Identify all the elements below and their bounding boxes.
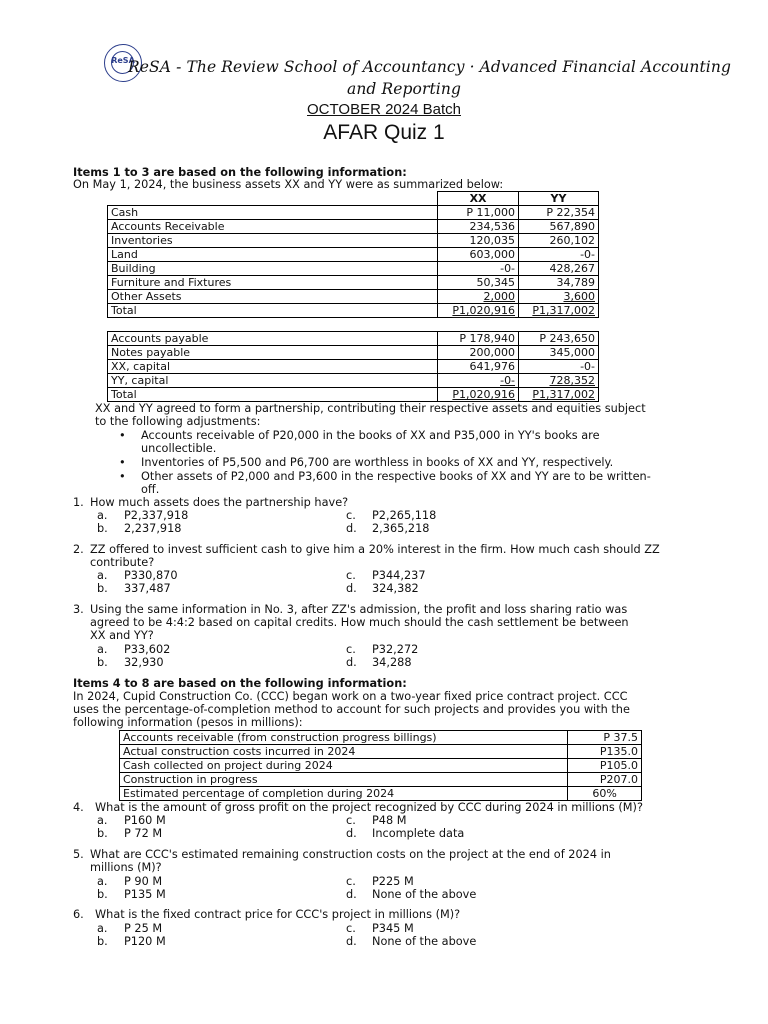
choice-letter: b. bbox=[97, 888, 108, 901]
row-label: Accounts Receivable bbox=[108, 220, 438, 234]
table-row-total bbox=[108, 388, 599, 402]
choice-letter: c. bbox=[346, 509, 356, 522]
question-1-text: How much assets does the partnership have? bbox=[90, 496, 349, 509]
row-value: 60% bbox=[568, 787, 642, 801]
xx-value: P 11,000 bbox=[438, 206, 519, 220]
question-5-text-cont: millions (M)? bbox=[90, 861, 162, 874]
choice-letter: b. bbox=[97, 522, 108, 535]
row-value: P207.0 bbox=[568, 773, 642, 787]
table-row bbox=[120, 731, 642, 745]
bullet-item-2: • Inventories of P5,500 and P6,700 are worthless in books of XX and YY, respectively. bbox=[141, 456, 613, 469]
bullet-item-3: • Other assets of P2,000 and P3,600 in the respective books of XX and YY are to be written- bbox=[141, 470, 651, 483]
section2-intro-line1: In 2024, Cupid Construction Co. (CCC) began work on a two-year fixed price contract project. CCC bbox=[73, 690, 628, 703]
question-3-text: Using the same information in No. 3, after ZZ's admission, the profit and loss sharing ratio was bbox=[90, 603, 628, 616]
school-title-line2: and Reporting bbox=[347, 80, 461, 98]
question-number: 2. bbox=[73, 543, 84, 556]
question-number: 4. bbox=[73, 801, 84, 814]
choice-letter: d. bbox=[346, 888, 357, 901]
bullet-item-1: • Accounts receivable of P20,000 in the books of XX and P35,000 in YY's books are bbox=[141, 429, 600, 442]
row-label: Cash collected on project during 2024 bbox=[120, 759, 568, 773]
yy-value: -0- bbox=[519, 360, 599, 374]
table-row bbox=[108, 332, 599, 346]
question-number: 1. bbox=[73, 496, 84, 509]
choice-letter: a. bbox=[97, 643, 108, 656]
table-row bbox=[120, 745, 642, 759]
choice-letter: c. bbox=[346, 643, 356, 656]
choice-a: P33,602 bbox=[124, 643, 171, 656]
choice-letter: c. bbox=[346, 814, 356, 827]
choice-d: None of the above bbox=[372, 888, 477, 901]
logo-text: ReSA bbox=[111, 56, 135, 65]
choice-letter: a. bbox=[97, 875, 108, 888]
choice-c: P32,272 bbox=[372, 643, 419, 656]
row-label: Cash bbox=[108, 206, 438, 220]
table-row bbox=[108, 374, 599, 388]
table-row bbox=[120, 773, 642, 787]
table-row bbox=[108, 360, 599, 374]
assets-table bbox=[107, 191, 599, 318]
table-row bbox=[108, 220, 599, 234]
row-label: Inventories bbox=[108, 234, 438, 248]
choice-a: P 90 M bbox=[124, 875, 163, 888]
choice-letter: b. bbox=[97, 582, 108, 595]
quiz-title: AFAR Quiz 1 bbox=[323, 121, 445, 144]
xx-value: P 178,940 bbox=[438, 332, 519, 346]
batch-title: OCTOBER 2024 Batch bbox=[307, 101, 461, 118]
yy-value: P 22,354 bbox=[519, 206, 599, 220]
agreement-text-line1: XX and YY agreed to form a partnership, contributing their respective assets and equities subject bbox=[95, 402, 646, 415]
choice-b: 32,930 bbox=[124, 656, 164, 669]
xx-value: 2,000 bbox=[483, 290, 516, 303]
choice-letter: d. bbox=[346, 582, 357, 595]
row-label: Construction in progress bbox=[120, 773, 568, 787]
section2-intro-line2: uses the percentage-of-completion method to account for such projects and provides you with the bbox=[73, 703, 630, 716]
school-title-line1: ReSA - The Review School of Accountancy · Advanced Financial Accounting bbox=[128, 58, 731, 76]
question-4-text: What is the amount of gross profit on the project recognized by CCC during 2024 in millions (M)? bbox=[95, 801, 643, 814]
section2-intro-line3: following information (pesos in millions): bbox=[73, 716, 303, 729]
choice-letter: d. bbox=[346, 935, 357, 948]
question-2-text: ZZ offered to invest sufficient cash to give him a 20% interest in the firm. How much cash should ZZ bbox=[90, 543, 660, 556]
row-label: Accounts receivable (from construction progress billings) bbox=[120, 731, 568, 745]
yy-value: 3,600 bbox=[563, 290, 595, 303]
question-3-text-cont: agreed to be 4:4:2 based on capital credits. How much should the cash settlement be between bbox=[90, 616, 629, 629]
choice-b: 337,487 bbox=[124, 582, 171, 595]
choice-letter: b. bbox=[97, 827, 108, 840]
agreement-text-line2: to the following adjustments: bbox=[95, 415, 261, 428]
row-label: YY, capital bbox=[108, 374, 438, 388]
construction-table bbox=[119, 730, 642, 801]
xx-total: P1,020,916 bbox=[452, 304, 516, 317]
question-number: 5. bbox=[73, 848, 84, 861]
row-label: Accounts payable bbox=[108, 332, 438, 346]
question-2-text-cont: contribute? bbox=[90, 556, 155, 569]
yy-total: P1,317,002 bbox=[532, 388, 595, 401]
yy-value: 34,789 bbox=[519, 276, 599, 290]
xx-value: 50,345 bbox=[438, 276, 519, 290]
yy-value: -0- bbox=[519, 248, 599, 262]
xx-value: -0- bbox=[500, 374, 516, 387]
table-row bbox=[108, 276, 599, 290]
choice-b: P120 M bbox=[124, 935, 166, 948]
xx-value: 120,035 bbox=[438, 234, 519, 248]
choice-c: P48 M bbox=[372, 814, 407, 827]
choice-letter: c. bbox=[346, 922, 356, 935]
question-6-text: What is the fixed contract price for CCC's project in millions (M)? bbox=[95, 908, 461, 921]
table-row bbox=[108, 206, 599, 220]
choice-a: P330,870 bbox=[124, 569, 178, 582]
row-value: P105.0 bbox=[568, 759, 642, 773]
choice-c: P2,265,118 bbox=[372, 509, 437, 522]
table-row bbox=[108, 346, 599, 360]
choice-d: 324,382 bbox=[372, 582, 419, 595]
yy-value: 728,352 bbox=[549, 374, 595, 387]
table-row bbox=[120, 787, 642, 801]
table-row bbox=[108, 234, 599, 248]
choice-letter: d. bbox=[346, 522, 357, 535]
yy-value: 345,000 bbox=[519, 346, 599, 360]
equities-table bbox=[107, 331, 599, 402]
bullet-item-3-cont: off. bbox=[141, 483, 160, 496]
yy-total: P1,317,002 bbox=[532, 304, 595, 317]
row-label: Total bbox=[108, 388, 438, 402]
choice-letter: a. bbox=[97, 814, 108, 827]
choice-letter: d. bbox=[346, 656, 357, 669]
row-label: Land bbox=[108, 248, 438, 262]
xx-value: 641,976 bbox=[438, 360, 519, 374]
section1-heading: Items 1 to 3 are based on the following information: bbox=[73, 166, 407, 179]
xx-total: P1,020,916 bbox=[452, 388, 516, 401]
table-row bbox=[120, 759, 642, 773]
yy-value: P 243,650 bbox=[519, 332, 599, 346]
table-row bbox=[108, 290, 599, 304]
xx-value: -0- bbox=[438, 262, 519, 276]
xx-value: 603,000 bbox=[438, 248, 519, 262]
choice-letter: b. bbox=[97, 935, 108, 948]
choice-a: P160 M bbox=[124, 814, 166, 827]
choice-letter: d. bbox=[346, 827, 357, 840]
bullet-item-1-cont: uncollectible. bbox=[141, 442, 217, 455]
choice-c: P344,237 bbox=[372, 569, 426, 582]
assets-header-row bbox=[108, 192, 599, 206]
choice-letter: a. bbox=[97, 922, 108, 935]
choice-a: P 25 M bbox=[124, 922, 163, 935]
choice-b: P135 M bbox=[124, 888, 166, 901]
choice-letter: b. bbox=[97, 656, 108, 669]
table-row bbox=[108, 248, 599, 262]
choice-d: Incomplete data bbox=[372, 827, 465, 840]
col-xx-header: XX bbox=[438, 192, 519, 206]
question-5-text: What are CCC's estimated remaining construction costs on the project at the end of 2024 in bbox=[90, 848, 611, 861]
section2-heading: Items 4 to 8 are based on the following information: bbox=[73, 677, 407, 690]
choice-a: P2,337,918 bbox=[124, 509, 189, 522]
choice-letter: c. bbox=[346, 569, 356, 582]
row-label: Total bbox=[108, 304, 438, 318]
question-number: 3. bbox=[73, 603, 84, 616]
choice-letter: c. bbox=[346, 875, 356, 888]
choice-letter: a. bbox=[97, 569, 108, 582]
yy-value: 428,267 bbox=[519, 262, 599, 276]
row-label: Building bbox=[108, 262, 438, 276]
row-value: P 37.5 bbox=[568, 731, 642, 745]
choice-c: P225 M bbox=[372, 875, 414, 888]
yy-value: 260,102 bbox=[519, 234, 599, 248]
col-yy-header: YY bbox=[519, 192, 599, 206]
row-label: Notes payable bbox=[108, 346, 438, 360]
yy-value: 567,890 bbox=[519, 220, 599, 234]
xx-value: 200,000 bbox=[438, 346, 519, 360]
row-label: XX, capital bbox=[108, 360, 438, 374]
row-label: Estimated percentage of completion during 2024 bbox=[120, 787, 568, 801]
row-label: Other Assets bbox=[108, 290, 438, 304]
question-number: 6. bbox=[73, 908, 84, 921]
table-row bbox=[108, 262, 599, 276]
choice-d: 2,365,218 bbox=[372, 522, 430, 535]
section1-intro: On May 1, 2024, the business assets XX and YY were as summarized below: bbox=[73, 178, 504, 191]
xx-value: 234,536 bbox=[438, 220, 519, 234]
choice-letter: a. bbox=[97, 509, 108, 522]
choice-b: P 72 M bbox=[124, 827, 163, 840]
table-row-total bbox=[108, 304, 599, 318]
row-value: P135.0 bbox=[568, 745, 642, 759]
row-label: Furniture and Fixtures bbox=[108, 276, 438, 290]
question-3-text-cont2: XX and YY? bbox=[90, 629, 154, 642]
choice-b: 2,237,918 bbox=[124, 522, 182, 535]
choice-d: 34,288 bbox=[372, 656, 412, 669]
row-label: Actual construction costs incurred in 2024 bbox=[120, 745, 568, 759]
choice-d: None of the above bbox=[372, 935, 477, 948]
choice-c: P345 M bbox=[372, 922, 414, 935]
